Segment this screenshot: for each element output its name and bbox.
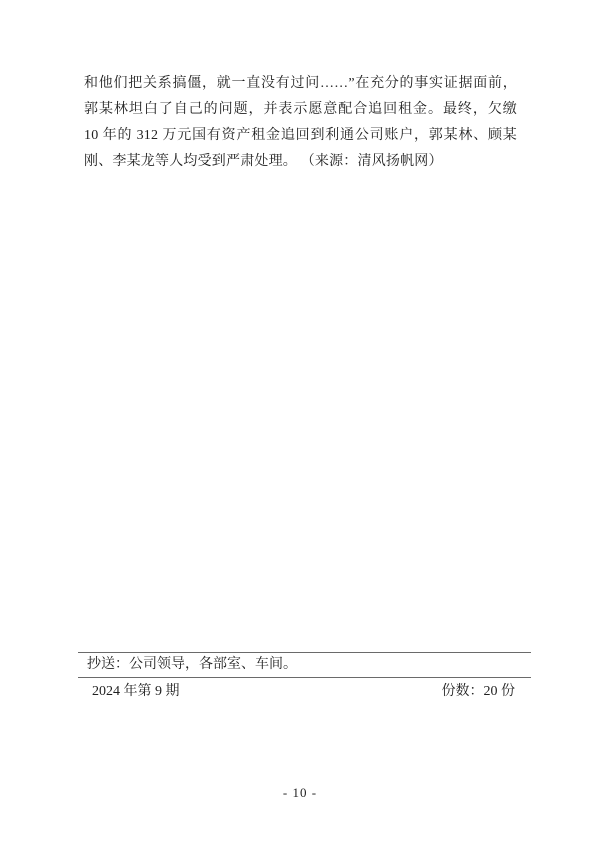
footer-meta-row <box>78 678 531 701</box>
issue-number: 2024 年第 9 期 <box>92 684 180 699</box>
body-paragraph <box>84 71 517 175</box>
copy-to-note: 抄送：公司领导，各部室、车间。 <box>87 657 297 672</box>
page-number: - 10 - <box>282 785 318 800</box>
body-text-line: 10 年的 312 万元国有资产租金追回到利通公司账户，郭某林、顾某 <box>84 128 517 143</box>
body-text-line: 郭某林坦白了自己的问题，并表示愿意配合追回租金。最终，欠缴 <box>84 102 517 117</box>
copies-count: 份数：20 份 <box>441 684 515 699</box>
body-text-line: 刚、李某龙等人均受到严肃处理。 （来源：清风扬帆网） <box>84 154 443 169</box>
footer <box>78 652 531 701</box>
body-text-line: 和他们把关系搞僵，就一直没有过问……”在充分的事实证据面前， <box>84 76 517 91</box>
